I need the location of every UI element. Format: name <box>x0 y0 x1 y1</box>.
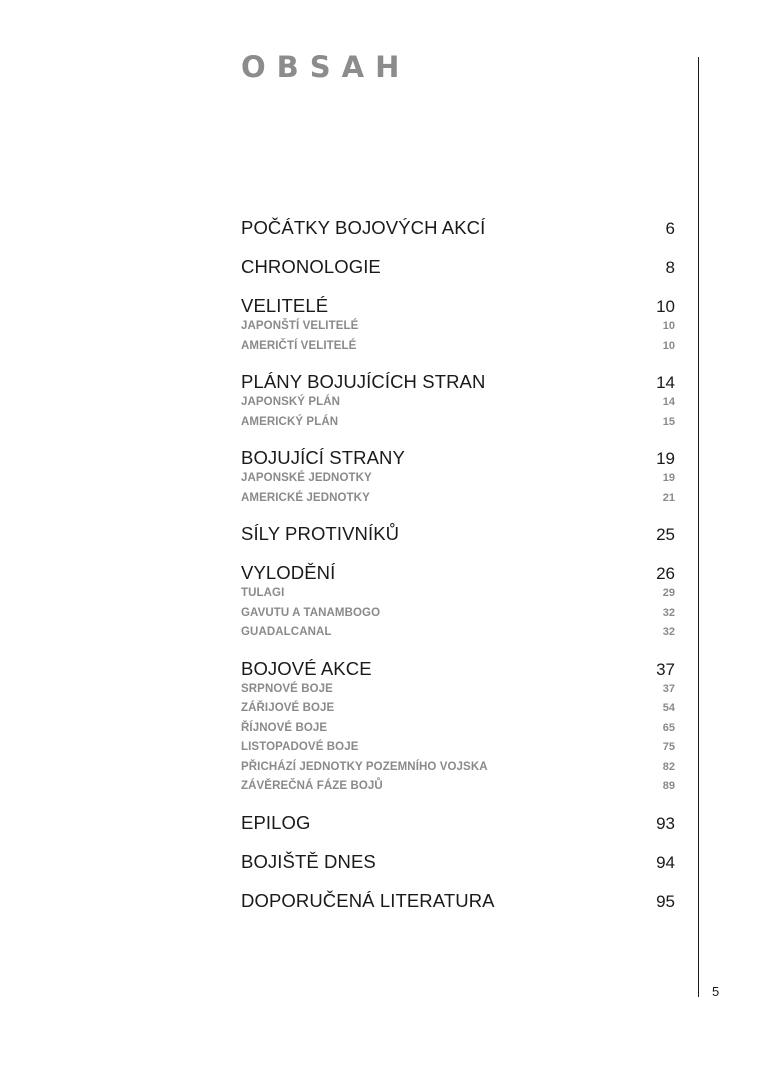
toc-entry-page: 19 <box>656 449 675 468</box>
toc-subentry-title: ZÁVĚREČNÁ FÁZE BOJŮ <box>241 780 383 792</box>
toc-subentry[interactable] <box>241 680 675 700</box>
toc-subentry-page: 75 <box>662 741 675 753</box>
toc-entry-page: 14 <box>656 373 675 392</box>
toc-subentry-page: 37 <box>662 682 675 695</box>
toc-entry-title: PLÁNY BOJUJÍCÍCH STRAN <box>241 371 486 392</box>
toc-entry-title: VYLODĚNÍ <box>241 562 336 583</box>
toc-entry-page: 37 <box>656 659 675 679</box>
toc-entry[interactable] <box>241 444 675 471</box>
toc-subentry-title: GUADALCANAL <box>241 626 332 638</box>
toc-entry-page: 8 <box>665 258 675 277</box>
toc-section <box>241 809 675 836</box>
toc-subentry-page: 65 <box>662 721 675 734</box>
toc-entry-page: 26 <box>656 564 675 583</box>
toc-subentry-title: JAPONSKÝ PLÁN <box>241 396 341 408</box>
toc-entry[interactable] <box>241 809 675 836</box>
toc-entry-title: BOJUJÍCÍ STRANY <box>241 447 405 468</box>
toc-subentry[interactable] <box>241 469 675 489</box>
toc-entry-page: 93 <box>656 813 675 833</box>
toc-section <box>241 887 675 914</box>
toc-subentry-title: AMERICKÉ JEDNOTKY <box>241 491 370 504</box>
toc-subentry-list <box>241 680 675 797</box>
toc-section <box>241 559 675 643</box>
toc-entry-title: DOPORUČENÁ LITERATURA <box>241 889 495 911</box>
toc-subentry-page: 15 <box>662 415 675 428</box>
toc-subentry[interactable] <box>241 738 675 758</box>
toc-entry[interactable] <box>241 214 675 241</box>
toc-subentry-page: 10 <box>662 320 675 332</box>
toc-entry-title: BOJIŠTĚ DNES <box>241 850 376 872</box>
vertical-rule <box>698 57 699 997</box>
toc-entry-title: EPILOG <box>241 811 311 833</box>
toc-section <box>241 292 675 356</box>
toc-section <box>241 214 675 241</box>
toc-subentry-title: ZÁŘIJOVÉ BOJE <box>241 702 335 714</box>
table-of-contents <box>241 214 675 926</box>
toc-subentry-list <box>241 584 675 643</box>
toc-subentry[interactable] <box>241 777 675 797</box>
toc-subentry-list <box>241 469 675 508</box>
toc-entry-page: 6 <box>665 219 675 238</box>
toc-entry-title: POČÁTKY BOJOVÝCH AKCÍ <box>241 217 486 238</box>
toc-entry[interactable] <box>241 368 675 395</box>
toc-entry-page: 10 <box>656 297 675 316</box>
toc-subentry[interactable] <box>241 699 675 719</box>
toc-entry[interactable] <box>241 887 675 914</box>
toc-section <box>241 848 675 875</box>
toc-subentry-title: TULAGI <box>241 587 285 599</box>
toc-subentry-page: 32 <box>662 626 675 638</box>
toc-subentry-title: JAPONŠTÍ VELITELÉ <box>241 320 359 332</box>
toc-section <box>241 368 675 432</box>
toc-subentry-list <box>241 317 675 356</box>
toc-subentry-title: AMERICKÝ PLÁN <box>241 415 339 428</box>
toc-entry[interactable] <box>241 655 675 682</box>
toc-subentry-title: ŘÍJNOVÉ BOJE <box>241 721 328 734</box>
toc-subentry-title: PŘICHÁZÍ JEDNOTKY POZEMNÍHO VOJSKA <box>241 760 488 773</box>
toc-subentry[interactable] <box>241 623 675 643</box>
toc-subentry-page: 21 <box>662 491 675 504</box>
toc-subentry-title: LISTOPADOVÉ BOJE <box>241 741 359 753</box>
toc-entry[interactable] <box>241 559 675 586</box>
toc-subentry-title: JAPONSKÉ JEDNOTKY <box>241 472 372 484</box>
toc-entry-title: SÍLY PROTIVNÍKŮ <box>241 523 400 544</box>
toc-subentry[interactable] <box>241 604 675 624</box>
toc-section <box>241 520 675 547</box>
toc-subentry-page: 19 <box>662 472 675 484</box>
toc-subentry[interactable] <box>241 489 675 509</box>
toc-section <box>241 444 675 508</box>
toc-section <box>241 655 675 797</box>
toc-entry-page: 25 <box>656 525 675 544</box>
toc-entry-title: VELITELÉ <box>241 295 329 316</box>
toc-entry[interactable] <box>241 848 675 875</box>
page-number: 5 <box>712 984 720 999</box>
toc-subentry[interactable] <box>241 337 675 357</box>
toc-subentry-page: 32 <box>662 606 675 619</box>
page-title: OBSAH <box>241 50 411 84</box>
toc-subentry-page: 29 <box>662 587 675 599</box>
toc-subentry-title: AMERIČTÍ VELITELÉ <box>241 339 357 352</box>
toc-subentry-page: 54 <box>662 702 675 714</box>
toc-subentry[interactable] <box>241 758 675 778</box>
toc-subentry-page: 82 <box>662 760 675 773</box>
toc-entry-title: BOJOVÉ AKCE <box>241 657 372 679</box>
toc-subentry[interactable] <box>241 413 675 433</box>
toc-entry[interactable] <box>241 520 675 547</box>
toc-subentry[interactable] <box>241 719 675 739</box>
toc-section <box>241 253 675 280</box>
toc-subentry[interactable] <box>241 393 675 413</box>
toc-subentry-page: 14 <box>662 396 675 408</box>
toc-entry-page: 94 <box>656 852 675 872</box>
toc-entry-title: CHRONOLOGIE <box>241 256 381 277</box>
toc-subentry-list <box>241 393 675 432</box>
toc-subentry[interactable] <box>241 317 675 337</box>
toc-subentry-title: GAVUTU A TANAMBOGO <box>241 606 381 619</box>
toc-entry[interactable] <box>241 253 675 280</box>
toc-entry[interactable] <box>241 292 675 319</box>
toc-subentry-title: SRPNOVÉ BOJE <box>241 682 333 695</box>
toc-subentry[interactable] <box>241 584 675 604</box>
toc-subentry-page: 10 <box>662 339 675 352</box>
toc-entry-page: 95 <box>656 891 675 911</box>
toc-subentry-page: 89 <box>662 780 675 792</box>
